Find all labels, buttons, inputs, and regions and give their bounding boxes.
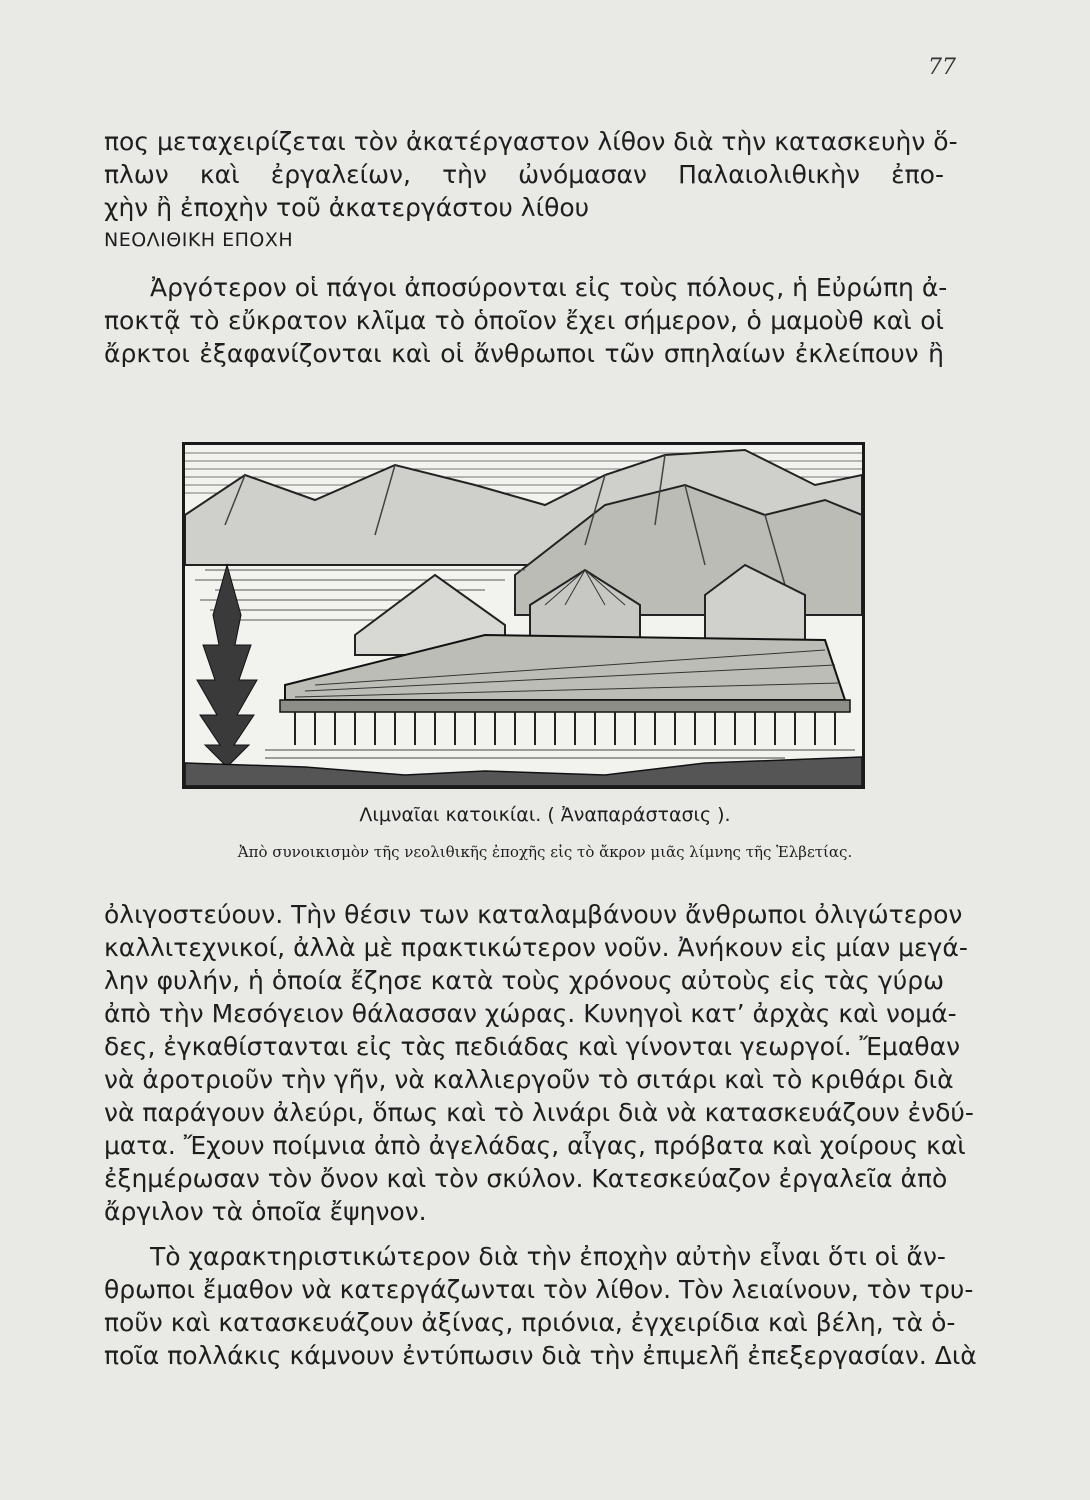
figure-caption-title: Λιμναῖαι κατοικίαι. ( Ἀναπαράστασις ). (359, 804, 731, 826)
paragraph-line: λην φυλήν, ἡ ὁποία ἔζησε κατὰ τοὺς χρόνους αὐτοὺς εἰς τὰς γύρω (104, 966, 944, 995)
paragraph-line: Τὸ χαρακτηριστικώτερον διὰ τὴν ἐποχὴν αὐτὴν εἶναι ὅτι οἱ ἄν- (150, 1242, 946, 1271)
paragraph-line: ὀλιγοστεύουν. Τὴν θέσιν των καταλαμβάνουν ἄνθρωποι ὀλιγώτερον (104, 900, 963, 929)
bottom-text-block (104, 898, 977, 1372)
paragraph-line: νὰ ἀροτριοῦν τὴν γῆν, νὰ καλλιεργοῦν τὸ σιτάρι καὶ τὸ κριθάρι διὰ (104, 1065, 954, 1094)
paragraph-line: ποῦν καὶ κατασκευάζουν ἀξίνας, πριόνια, ἐγχειρίδια καὶ βέλη, τὰ ὁ- (104, 1308, 956, 1337)
figure-caption-detail: Ἀπὸ συνοικισμὸν τῆς νεολιθικῆς ἐποχῆς εἰς τὸ ἄκρον μιᾶς λίμνης τῆς Ἑλβετίας. (237, 843, 853, 861)
top-text-block (104, 125, 958, 370)
paragraph-line: ἐξημέρωσαν τὸν ὄνον καὶ τὸν σκύλον. Κατεσκεύαζον ἐργαλεῖα ἀπὸ (104, 1164, 948, 1193)
paragraph-line: πος μεταχειρίζεται τὸν ἀκατέργαστον λίθον διὰ τὴν κατασκευὴν ὅ- (104, 127, 958, 156)
paragraph-line: ἀπὸ τὴν Μεσόγειον θάλασσαν χώρας. Κυνηγοὶ κατ’ ἀρχὰς καὶ νομά- (104, 999, 957, 1028)
paragraph-line: ποκτᾷ τὸ εὔκρατον κλῖμα τὸ ὁποῖον ἔχει σήμερον, ὁ μαμοὺθ καὶ οἱ (104, 306, 944, 335)
paragraph-line: θρωποι ἔμαθον νὰ κατεργάζωνται τὸν λίθον. Τὸν λειαίνουν, τὸν τρυ- (104, 1275, 974, 1304)
section-heading: ΝΕΟΛΙΘΙΚΗ ΕΠΟΧΗ (104, 229, 294, 251)
paragraph-line: πλων καὶ ἐργαλείων, τὴν ὠνόμασαν Παλαιολιθικὴν ἐπο- (104, 160, 944, 189)
paragraph-line: χὴν ἢ ἐποχὴν τοῦ ἀκατεργάστου λίθου (104, 193, 590, 222)
paragraph-line: νὰ παράγουν ἀλεύρι, ὅπως καὶ τὸ λινάρι διὰ νὰ κατασκευάζουν ἐνδύ- (104, 1098, 974, 1127)
paragraph-line: ἄργιλον τὰ ὁποῖα ἔψηνον. (104, 1197, 427, 1226)
paragraph-line: δες, ἐγκαθίστανται εἰς τὰς πεδιάδας καὶ γίνονται γεωργοί. Ἔμαθαν (104, 1032, 961, 1061)
paragraph-line: Ἀργότερον οἱ πάγοι ἀποσύρονται εἰς τοὺς πόλους, ἡ Εὐρώπη ἀ- (150, 273, 948, 302)
lake-dwellings-illustration (182, 442, 865, 789)
paragraph-line: ἄρκτοι ἐξαφανίζονται καὶ οἱ ἄνθρωποι τῶν σπηλαίων ἐκλείπουν ἢ (104, 339, 944, 368)
paragraph-line: καλλιτεχνικοί, ἀλλὰ μὲ πρακτικώτερον νοῦν. Ἀνήκουν εἰς μίαν μεγά- (104, 933, 968, 962)
page-number: 77 (928, 55, 956, 80)
paragraph-line: ματα. Ἔχουν ποίμνια ἀπὸ ἀγελάδας, αἶγας, πρόβατα καὶ χοίρους καὶ (104, 1131, 966, 1160)
illustration-drawing (185, 445, 862, 786)
paragraph-line: ποῖα πολλάκις κάμνουν ἐντύπωσιν διὰ τὴν ἐπιμελῆ ἐπεξεργασίαν. Διὰ (104, 1341, 977, 1370)
